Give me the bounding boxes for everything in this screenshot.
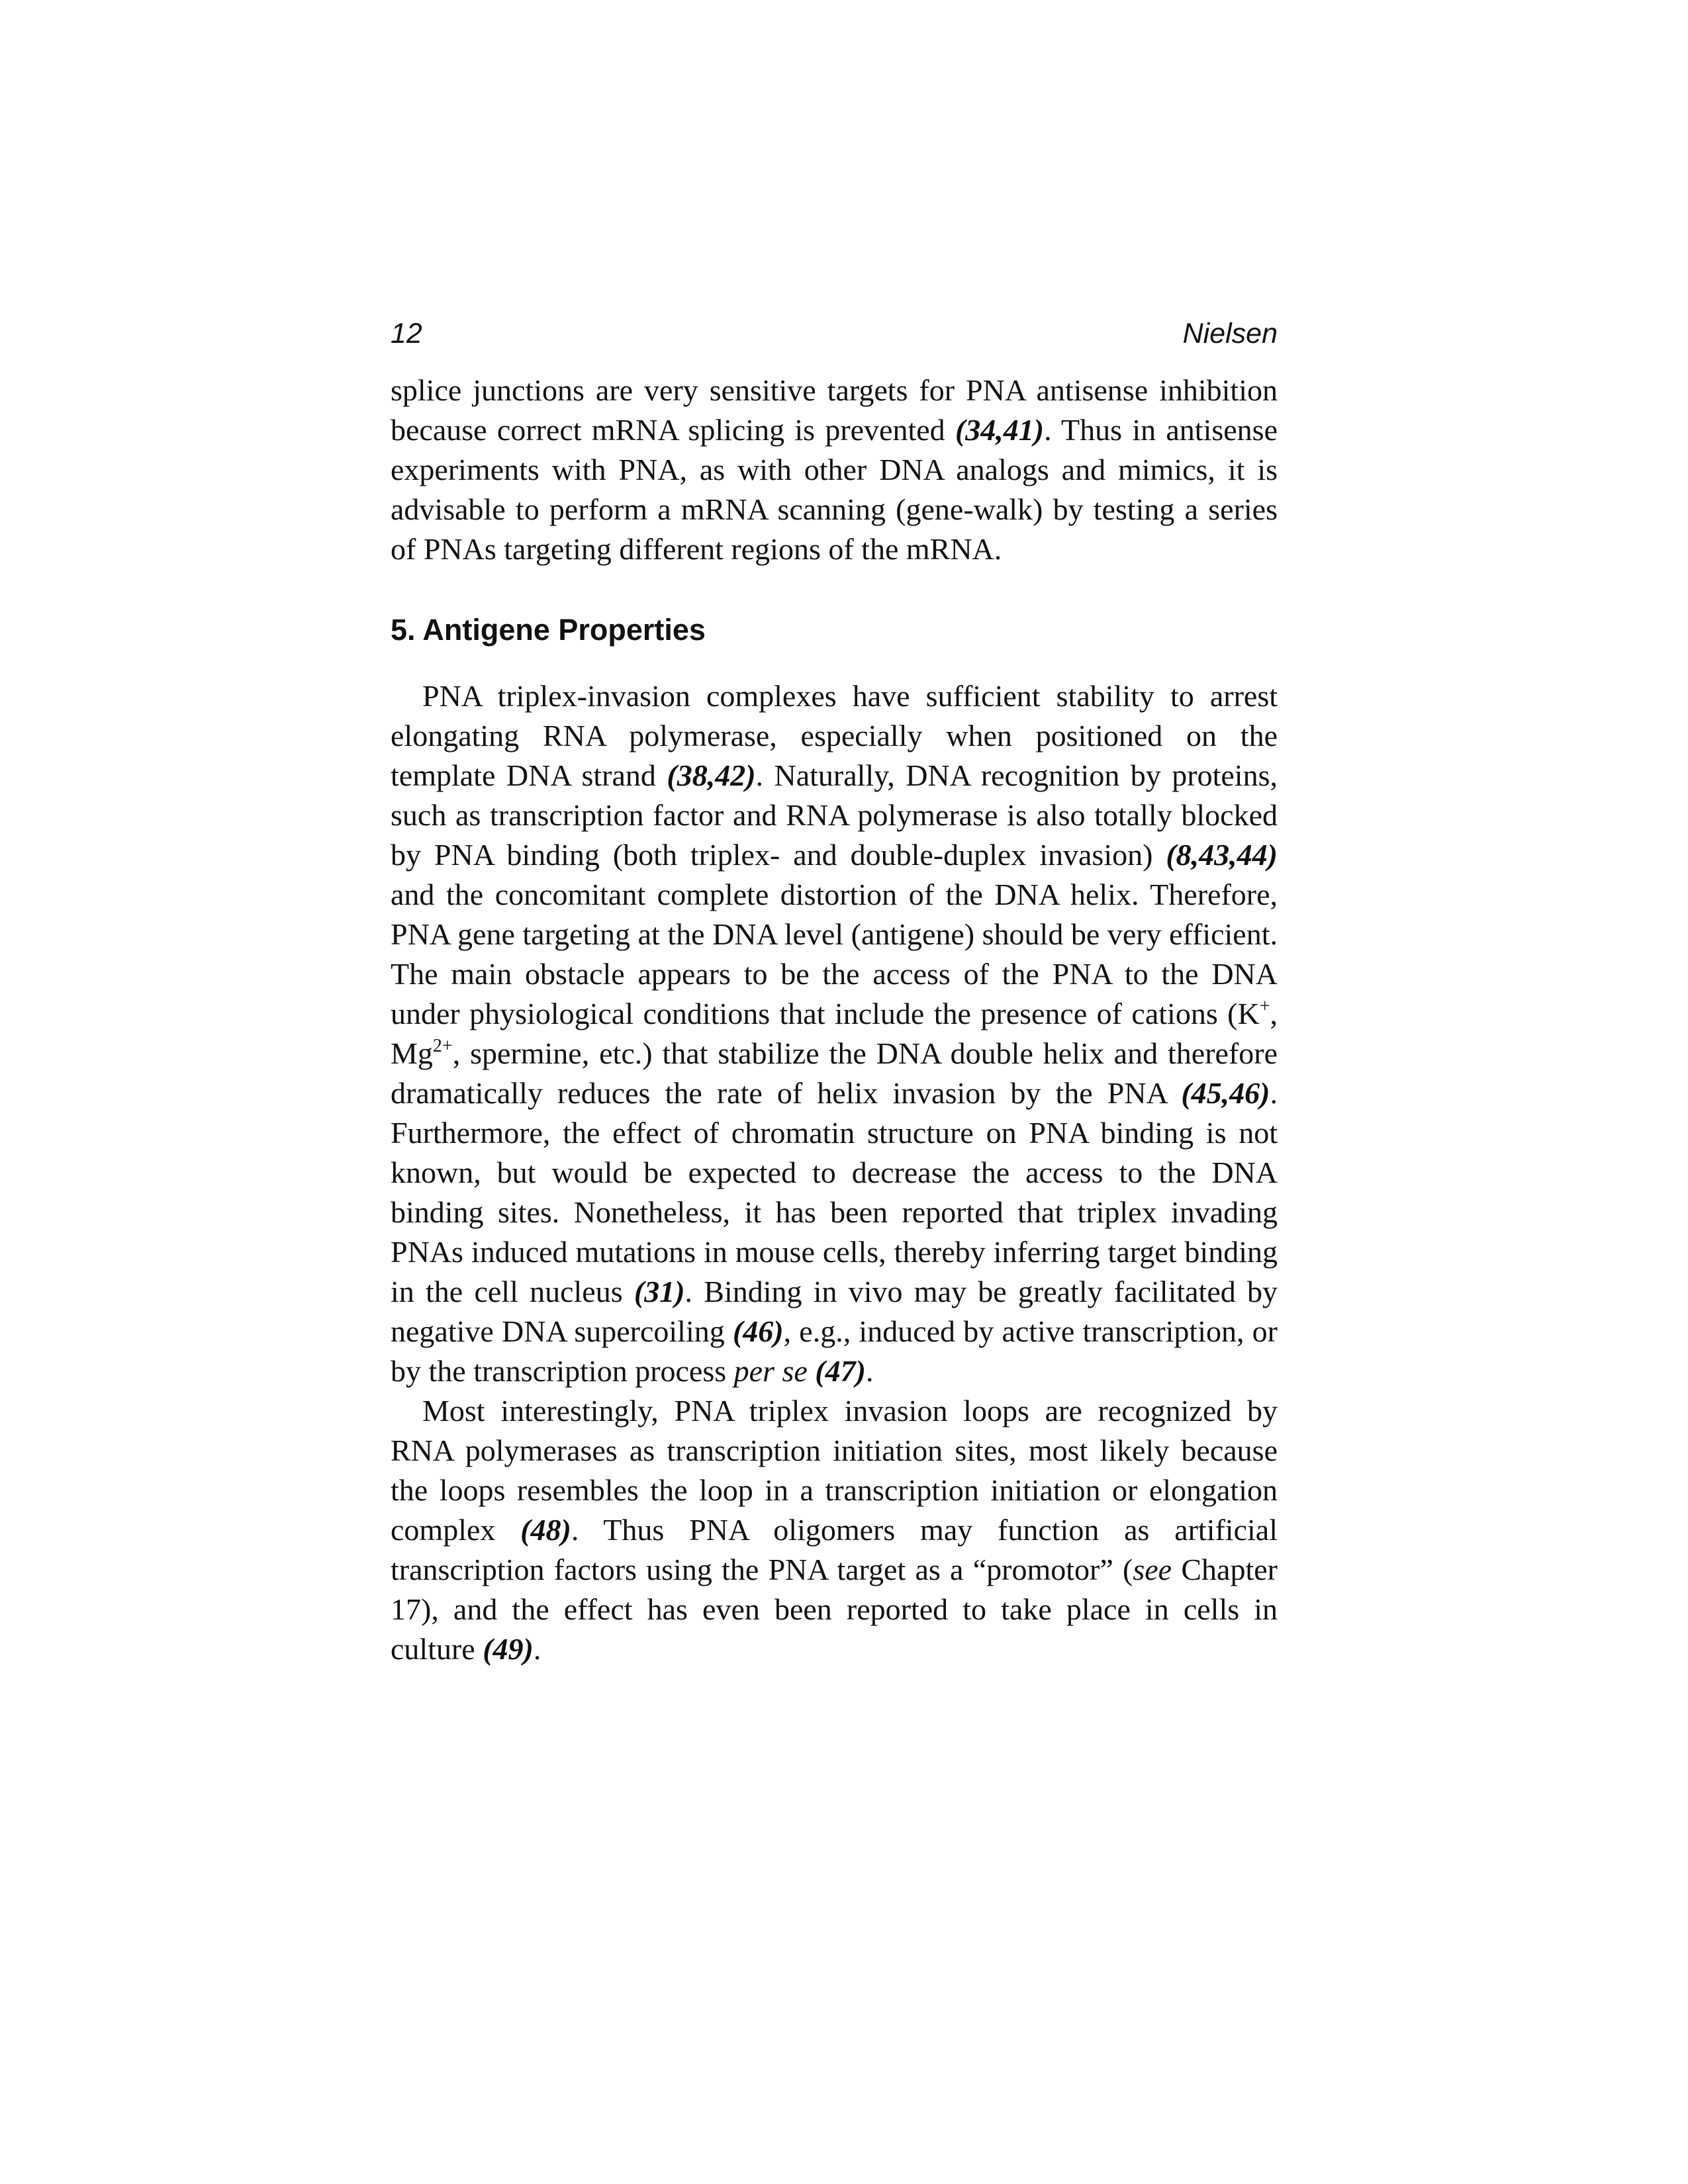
paragraph-antigene: PNA triplex-invasion complexes have sufficient stability to arrest elongating RNA polymerase, especially when positioned on the template DNA strand (38,42). Naturally, DNA recognition by proteins, such as transcription factor and RNA polymerase is also totally blocked by PNA binding (both triplex- and double-duplex invasion) (8,43,44) and the concomitant complete distortion of the DNA helix. Therefore, PNA gene targeting at the DNA level (antigene) should be very efficient. The main obstacle appears to be the access of the PNA to the DNA under physiological conditions that include the presence of cations (K+, $Mg^{2+}$, spermine, etc.) that stabilize the DNA double helix and therefore dramatically reduces the rate of helix invasion by the PNA (45,46). Furthermore, the effect of chromatin structure on PNA binding is not known, but would be expected to decrease the access to the DNA binding sites. Nonetheless, it has been reported that triplex invading PNAs induced mutations in mouse cells, thereby inferring target binding in the cell nucleus (31). Binding in vivo may be greatly facilitated by negative DNA supercoiling (46), e.g., induced by active transcription, or by the transcription process per se (47). — [391, 679, 1278, 1388]
superscript: + — [1259, 996, 1270, 1017]
paragraph-transcription-initiation: Most interestingly, PNA triplex invasion loops are recognized by RNA polymerases as transcription initiation sites, most likely because the loops resembles the loop in a transcription initiation or elongation complex (48). Thus PNA oligomers may function as artificial transcription factors using the PNA target as a “promotor” (see Chapter 17), and the effect has even been reported to take place in cells in culture (49). — [391, 1394, 1278, 1666]
paragraph-splice-junctions: splice junctions are very sensitive targets for PNA antisense inhibition because correct mRNA splicing is prevented (34,41). Thus in antisense experiments with PNA, as with other DNA analogs and mimics, it is advisable to perform a mRNA scanning (gene-walk) by testing a series of PNAs targeting different regions of the mRNA. — [391, 373, 1278, 566]
citation: (46) — [732, 1314, 784, 1348]
running-head — [391, 318, 1278, 357]
citation: (45,46) — [1181, 1076, 1270, 1110]
section-heading: 5. Antigene Properties — [391, 613, 706, 647]
citation: (34,41) — [955, 413, 1045, 447]
superscript: 2+ — [432, 1036, 453, 1056]
citation: (8,43,44) — [1166, 838, 1278, 872]
citation: (31) — [633, 1275, 685, 1308]
citation: (38,42) — [667, 758, 756, 792]
citation: (49) — [483, 1632, 534, 1666]
page-number: 12 — [391, 318, 422, 349]
citation: (48) — [520, 1513, 571, 1547]
page-content — [391, 318, 1278, 1669]
italic-term: see — [1133, 1553, 1172, 1586]
running-title: Nielsen — [1182, 318, 1278, 349]
italic-term: per se — [733, 1354, 808, 1388]
citation: (47) — [815, 1354, 866, 1388]
